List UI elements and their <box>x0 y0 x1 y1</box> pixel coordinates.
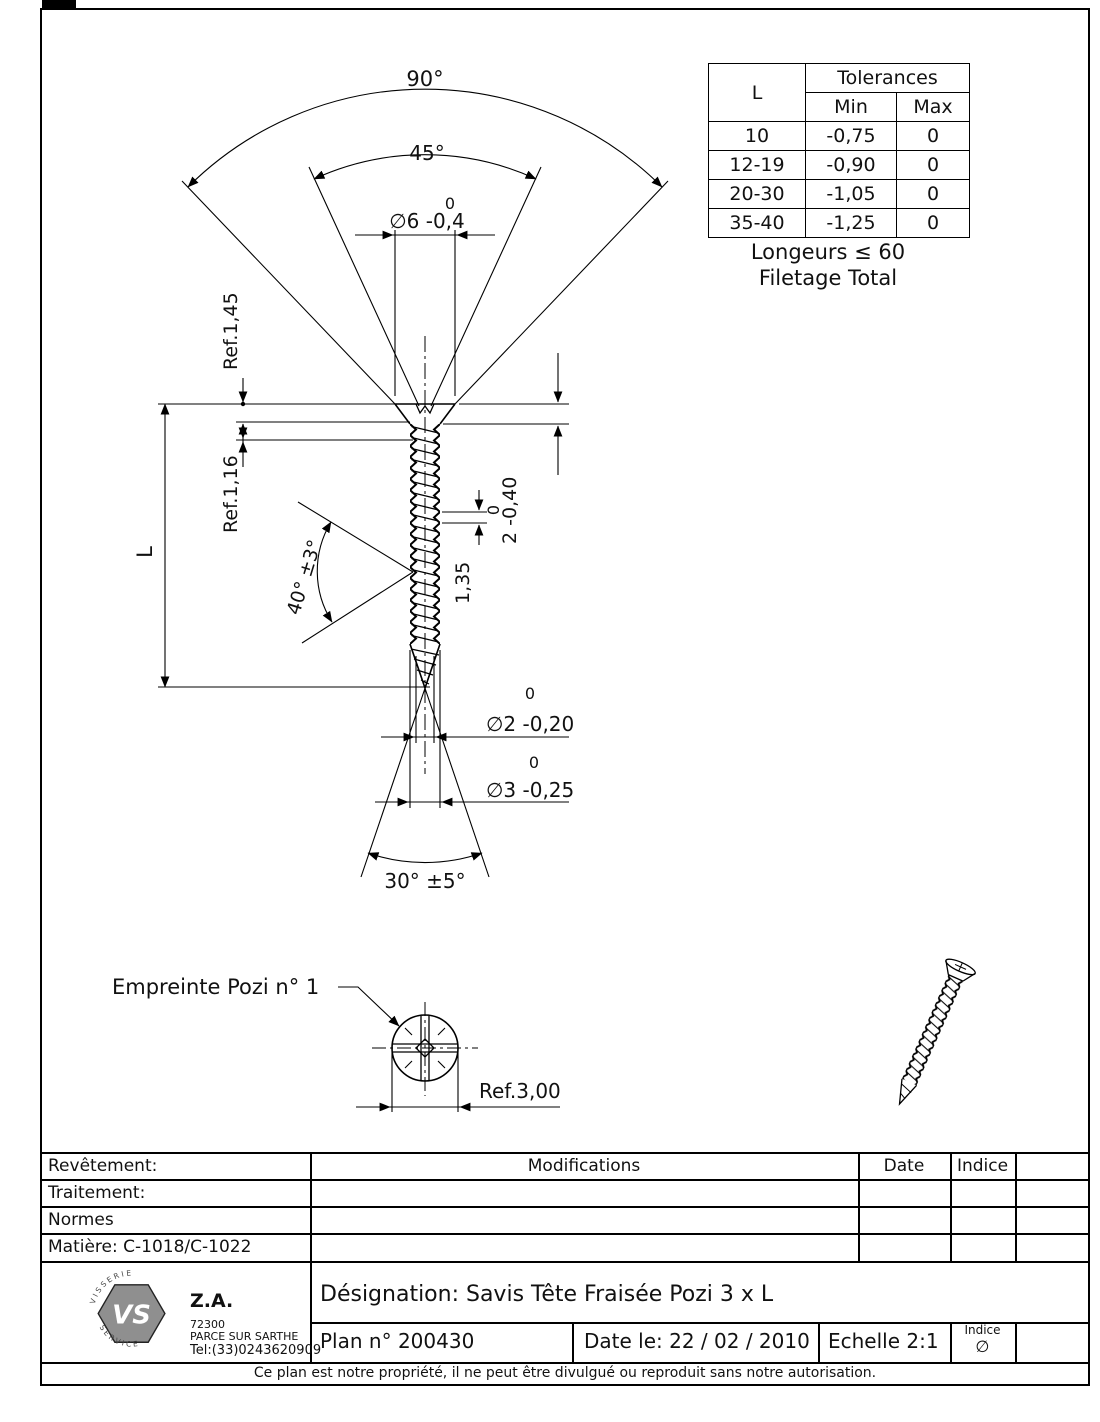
tolerances-header: Tolerances <box>806 64 970 93</box>
divider <box>40 1152 1090 1154</box>
tolerances-col-min: Min <box>806 93 897 122</box>
company-city: PARCE SUR SARTHE <box>190 1330 299 1343</box>
disclaimer: Ce plan est notre propriété, il ne peut être divulgué ou reproduit sans notre autorisation. <box>253 1365 877 1381</box>
cell-max: 0 <box>897 122 970 151</box>
standards-label: Normes <box>48 1210 114 1230</box>
dim-length-L <box>158 404 430 687</box>
divider <box>310 1152 312 1362</box>
label-core-dia-tol: 0 <box>524 684 536 703</box>
label-ref-300: Ref.3,00 <box>479 1079 561 1103</box>
divider <box>1015 1322 1017 1362</box>
drawing-date: Date le: 22 / 02 / 2010 <box>584 1329 810 1353</box>
tolerances-col-l: L <box>709 64 806 122</box>
logo-vs: VS <box>112 1300 151 1331</box>
divider <box>40 1179 1090 1181</box>
date-header: Date <box>883 1156 925 1176</box>
company-tel: Tel:(33)0243620909 <box>190 1343 322 1358</box>
label-head-height-group <box>484 477 521 544</box>
treatment-label: Traitement: <box>48 1183 146 1203</box>
dim-ref-145 <box>158 378 410 449</box>
modifications-header: Modifications <box>527 1156 641 1176</box>
designation: Désignation: Savis Tête Fraisée Pozi 3 x L <box>320 1282 774 1307</box>
dim-head-height <box>443 353 569 475</box>
cell-min: -0,90 <box>806 151 897 180</box>
length-note-line2: Filetage Total <box>758 266 898 290</box>
divider <box>40 1261 1090 1263</box>
tolerances-col-max: Max <box>897 93 970 122</box>
cell-min: -1,25 <box>806 209 897 238</box>
cell-max: 0 <box>897 209 970 238</box>
table-row <box>709 122 970 151</box>
label-head-dia: ∅6 -0,4 <box>389 209 465 233</box>
cell-min: -1,05 <box>806 180 897 209</box>
label-ref-145: Ref.1,45 <box>220 292 242 370</box>
coating-label: Revêtement: <box>48 1156 158 1176</box>
divider <box>818 1322 820 1362</box>
divider <box>1015 1152 1017 1261</box>
dimension-labels <box>112 67 574 1103</box>
label-angle-90: 90° <box>406 67 444 91</box>
indice-header: Indice <box>956 1156 1009 1176</box>
cell-min: -0,75 <box>806 122 897 151</box>
label-pitch: 1,35 <box>452 561 474 604</box>
plan-number: Plan n° 200430 <box>320 1329 475 1353</box>
table-row <box>709 209 970 238</box>
company-za: Z.A. <box>190 1290 234 1312</box>
label-core-dia: ∅2 -0,20 <box>486 712 575 736</box>
tolerances-table <box>708 63 970 238</box>
label-head-dia-tol: 0 <box>444 194 456 213</box>
cell-max: 0 <box>897 180 970 209</box>
label-outer-dia-tol: 0 <box>528 753 540 772</box>
cell-l: 35-40 <box>709 209 806 238</box>
recess-leader-line <box>338 987 399 1026</box>
cell-l: 10 <box>709 122 806 151</box>
divider <box>40 1362 1090 1364</box>
table-row <box>709 180 970 209</box>
label-outer-dia: ∅3 -0,25 <box>486 778 575 802</box>
company-logo <box>88 1268 176 1360</box>
label-ref-116: Ref.1,16 <box>220 455 242 533</box>
scale: Echelle 2:1 <box>828 1329 939 1353</box>
dim-pitch <box>442 490 487 545</box>
cell-l: 12-19 <box>709 151 806 180</box>
material-label: Matière: C-1018/C-1022 <box>48 1237 252 1257</box>
length-note-line1: Longeurs ≤ 60 <box>750 240 906 264</box>
title-block <box>40 1152 1090 1386</box>
label-length-L: L <box>133 546 157 558</box>
logo-arc-top: V I S S E R I E <box>88 1268 132 1305</box>
label-head-height: 2 -0,40 <box>499 476 521 544</box>
screw-front-view <box>395 336 455 774</box>
label-thread-angle: 40° ±3° <box>282 537 327 618</box>
pictorial-thread <box>902 975 963 1086</box>
cell-max: 0 <box>897 151 970 180</box>
logo-arc-bottom: S E R V I C E <box>97 1323 139 1349</box>
label-head-height-tol: 0 <box>484 504 503 516</box>
divider <box>572 1322 574 1362</box>
indice-label: Indice <box>964 1323 1001 1337</box>
label-angle-45: 45° <box>409 141 445 165</box>
label-tip-angle: 30° ±5° <box>384 869 466 893</box>
company-zip: 72300 <box>190 1318 225 1331</box>
cell-l: 20-30 <box>709 180 806 209</box>
indice-value: ∅ <box>975 1337 990 1356</box>
divider <box>40 1206 1090 1208</box>
table-row <box>709 151 970 180</box>
dim-tip-angle <box>361 644 489 877</box>
dim-ref-116 <box>236 424 413 467</box>
label-recess: Empreinte Pozi n° 1 <box>112 975 320 999</box>
screw-pictorial-view <box>885 956 977 1110</box>
divider <box>40 1233 1090 1235</box>
